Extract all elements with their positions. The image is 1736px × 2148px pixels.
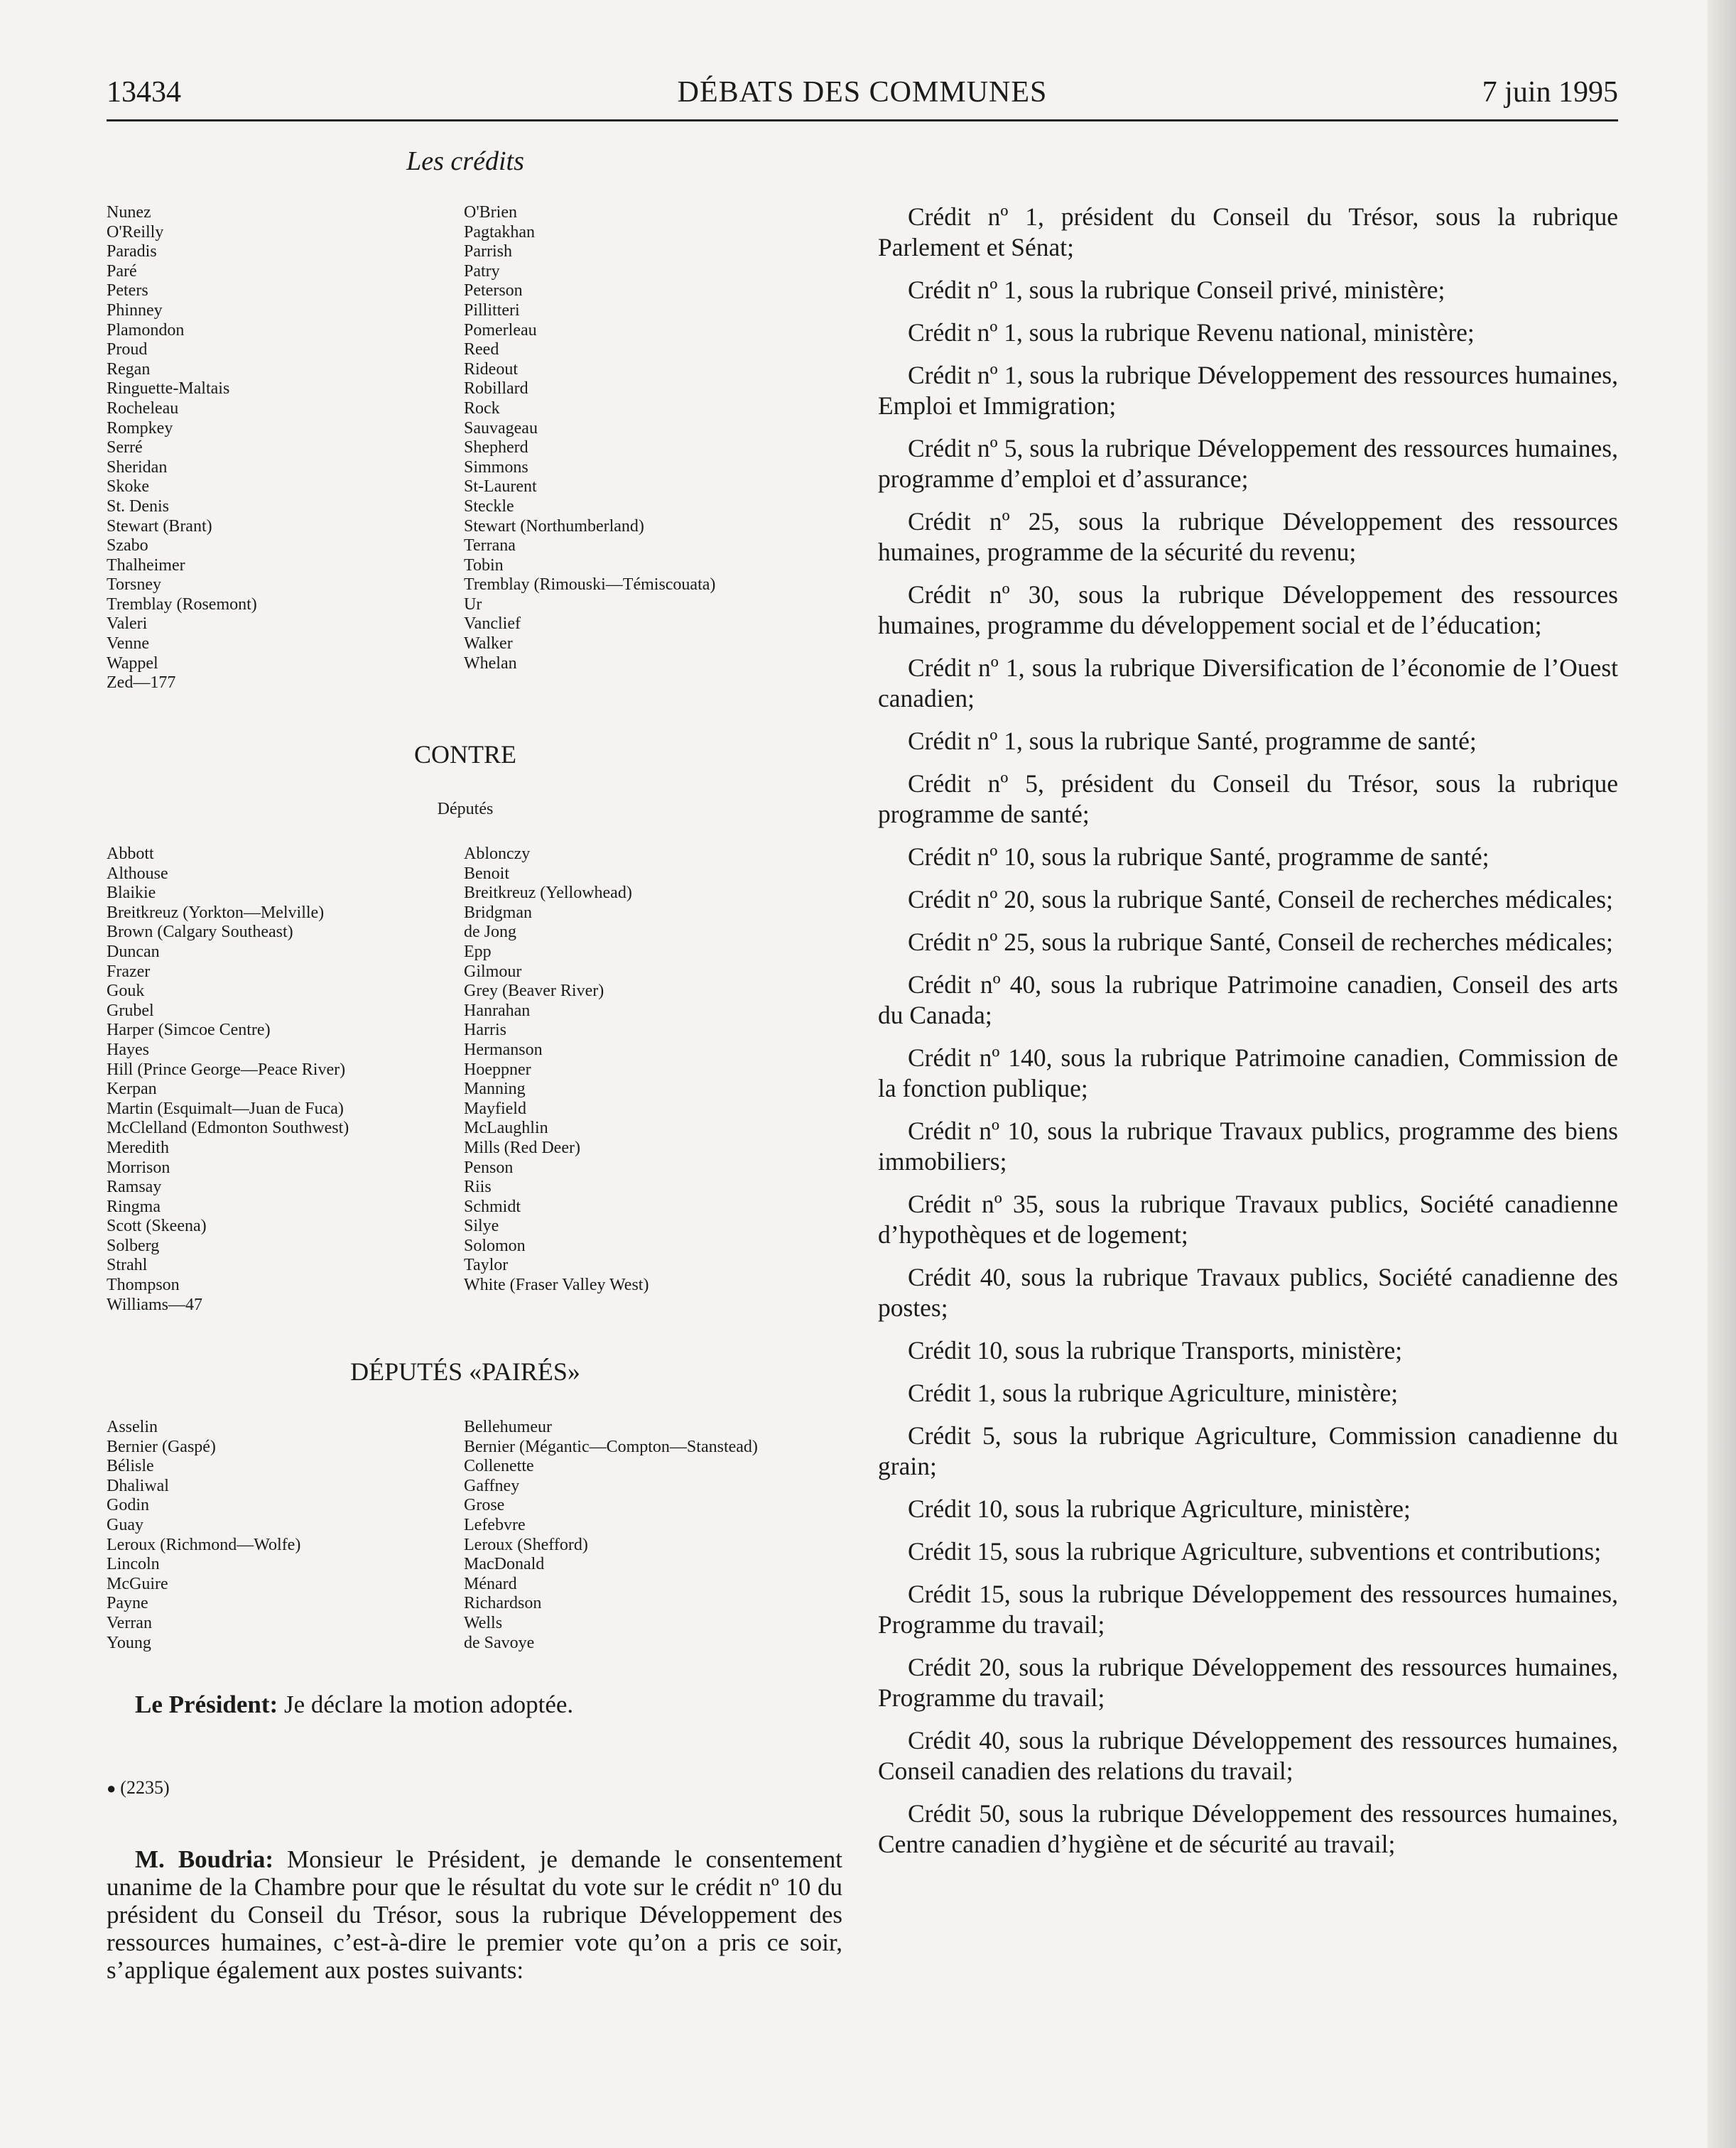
member-name: White (Fraser Valley West) (464, 1276, 649, 1295)
member-name: Wappel (107, 653, 158, 673)
member-name: Hoeppner (464, 1060, 531, 1079)
member-name: Lincoln (107, 1555, 160, 1574)
member-name: Grose (464, 1496, 505, 1515)
member-name: Tremblay (Rosemont) (107, 595, 257, 614)
paires-list-right (464, 1418, 758, 1653)
credit-item: Crédit nº 10, sous la rubrique Travaux publics, programme des biens immobiliers; (878, 1117, 1618, 1176)
member-name: Leroux (Shefford) (464, 1535, 588, 1554)
bullet-icon: ● (107, 1779, 116, 1797)
contre-subheading: Députés (437, 800, 494, 818)
member-name: Nunez (107, 203, 151, 222)
contre-list-right (464, 845, 649, 1296)
credit-item: Crédit nº 35, sous la rubrique Travaux publics, Société canadienne d’hypothèques et de logement; (878, 1190, 1618, 1249)
pour-list-left (107, 203, 257, 693)
member-name: Breitkreuz (Yellowhead) (464, 884, 632, 903)
member-name: Duncan (107, 942, 160, 961)
member-name: Robillard (464, 379, 528, 398)
president-statement (107, 1691, 842, 1718)
credit-item: Crédit nº 25, sous la rubrique Santé, Conseil de recherches médicales; (908, 928, 1613, 956)
credit-item: Crédit 20, sous la rubrique Développement des ressources humaines, Programme du travail; (878, 1653, 1618, 1712)
member-name: Morrison (107, 1158, 170, 1177)
member-name: Stewart (Brant) (107, 516, 212, 536)
page-edge-shadow (1708, 0, 1736, 2148)
member-name: Dhaliwal (107, 1476, 169, 1495)
member-name: de Savoye (464, 1633, 535, 1652)
timestamp (107, 1777, 170, 1799)
member-name: Blaikie (107, 884, 156, 903)
member-name: Ablonczy (464, 845, 531, 863)
member-name: McLaughlin (464, 1119, 548, 1138)
member-name: Riis (464, 1178, 492, 1197)
page-number: 13434 (107, 76, 181, 109)
member-name: Sheridan (107, 457, 168, 477)
member-name: Pagtakhan (464, 222, 535, 242)
contre-list-left (107, 845, 349, 1315)
member-name: Thalheimer (107, 555, 185, 575)
member-name: Serré (107, 438, 143, 457)
member-name: Silye (464, 1217, 499, 1236)
member-name: Meredith (107, 1138, 169, 1157)
member-name: Taylor (464, 1256, 509, 1275)
member-name: Collenette (464, 1457, 534, 1476)
credit-item: Crédit nº 20, sous la rubrique Santé, Conseil de recherches médicales; (908, 885, 1613, 913)
credit-item: Crédit 5, sous la rubrique Agriculture, Commission canadienne du grain; (878, 1421, 1618, 1480)
member-name: Gilmour (464, 962, 522, 981)
member-name: Benoit (464, 864, 509, 883)
member-name: Sauvageau (464, 418, 538, 438)
member-name: Scott (Skeena) (107, 1217, 207, 1236)
member-name: Hill (Prince George—Peace River) (107, 1060, 346, 1079)
member-name: Reed (464, 340, 499, 359)
credit-item: Crédit 50, sous la rubrique Développement des ressources humaines, Centre canadien d’hygiène et de sécurité au travail; (878, 1799, 1618, 1858)
credit-item: Crédit nº 5, sous la rubrique Développement des ressources humaines, programme d’emploi et d’assurance; (878, 434, 1618, 493)
member-name: Hermanson (464, 1040, 543, 1059)
member-name: McClelland (Edmonton Southwest) (107, 1119, 349, 1138)
member-name: Thompson (107, 1276, 180, 1295)
credits-list (878, 202, 1618, 1872)
member-name: Rideout (464, 359, 518, 379)
member-name: Godin (107, 1496, 149, 1515)
credit-item: Crédit nº 140, sous la rubrique Patrimoine canadien, Commission de la fonction publique; (878, 1043, 1618, 1102)
member-name: Parrish (464, 242, 512, 261)
member-name: St-Laurent (464, 477, 537, 497)
speaker-president: Le Président: (135, 1691, 278, 1718)
member-name: MacDonald (464, 1555, 545, 1574)
member-name: Grey (Beaver River) (464, 982, 604, 1001)
boudria-text: Monsieur le Président, je demande le consentement unanime de la Chambre pour que le résultat du vote sur le crédit nº 10 du président du Conseil du Trésor, sous la rubrique Développement des ressources humaines, c’est-à-dire le premier vote qu’on a pris ce soir, s’applique également aux postes suivants: (107, 1845, 842, 1984)
credit-item: Crédit nº 1, sous la rubrique Revenu national, ministère; (908, 318, 1475, 347)
speaker-boudria: M. Boudria: (135, 1845, 274, 1873)
member-name: Bernier (Gaspé) (107, 1437, 216, 1456)
member-name: Solberg (107, 1236, 160, 1255)
credit-item: Crédit 10, sous la rubrique Agriculture, ministère; (908, 1495, 1411, 1523)
credit-item: Crédit nº 1, sous la rubrique Développement des ressources humaines, Emploi et Immigration; (878, 361, 1618, 420)
credit-item: Crédit 10, sous la rubrique Transports, ministère; (908, 1336, 1403, 1365)
member-name: Proud (107, 340, 148, 359)
member-name: Manning (464, 1080, 526, 1099)
member-name: Althouse (107, 864, 168, 883)
member-name: Mayfield (464, 1099, 526, 1118)
member-name: Frazer (107, 962, 151, 981)
member-name: Gouk (107, 982, 145, 1001)
member-name: Vanclief (464, 614, 521, 634)
member-name: Whelan (464, 653, 517, 673)
pour-list-right (464, 203, 715, 673)
member-name: Terrana (464, 536, 516, 555)
member-name: Richardson (464, 1594, 542, 1613)
member-name: Bélisle (107, 1457, 154, 1476)
member-name: Kerpan (107, 1080, 157, 1099)
member-name: Solomon (464, 1236, 526, 1255)
member-name: Szabo (107, 536, 148, 555)
member-name: Stewart (Northumberland) (464, 516, 644, 536)
paires-list-left (107, 1418, 300, 1653)
member-name: Paré (107, 261, 137, 281)
member-name: Strahl (107, 1256, 148, 1275)
member-name: Young (107, 1633, 151, 1652)
member-name: Steckle (464, 497, 514, 516)
member-name: Simmons (464, 457, 528, 477)
paires-heading: DÉPUTÉS «PAIRÉS» (350, 1357, 580, 1386)
member-name: Pillitteri (464, 300, 520, 320)
member-name: Leroux (Richmond—Wolfe) (107, 1535, 301, 1554)
member-name: Brown (Calgary Southeast) (107, 923, 293, 942)
member-name: Tremblay (Rimouski—Témiscouata) (464, 575, 716, 595)
member-name: St. Denis (107, 497, 170, 516)
member-name: Gaffney (464, 1476, 520, 1495)
credit-item: Crédit nº 1, sous la rubrique Santé, programme de santé; (908, 727, 1477, 755)
member-name: Paradis (107, 242, 157, 261)
contre-heading: CONTRE (414, 740, 516, 769)
member-name: Ringuette-Maltais (107, 379, 230, 398)
member-name: Walker (464, 634, 513, 653)
member-name: Guay (107, 1515, 143, 1534)
page-header (107, 70, 1618, 121)
member-name: Pomerleau (464, 320, 537, 340)
member-name: Penson (464, 1158, 514, 1177)
member-name: Harris (464, 1021, 506, 1040)
member-name: O'Reilly (107, 222, 164, 242)
member-name: Venne (107, 634, 149, 653)
member-name: McGuire (107, 1574, 168, 1593)
credit-item: Crédit 15, sous la rubrique Développement des ressources humaines, Programme du travail; (878, 1580, 1618, 1639)
member-name: Peterson (464, 281, 523, 300)
member-name: Bernier (Mégantic—Compton—Stanstead) (464, 1437, 758, 1456)
member-name: Breitkreuz (Yorkton—Melville) (107, 903, 325, 922)
member-name: Regan (107, 359, 151, 379)
member-name: Rompkey (107, 418, 173, 438)
credit-item: Crédit nº 40, sous la rubrique Patrimoine canadien, Conseil des arts du Canada; (878, 970, 1618, 1029)
credit-item: Crédit nº 1, président du Conseil du Trésor, sous la rubrique Parlement et Sénat; (878, 202, 1618, 261)
member-name: Rocheleau (107, 398, 179, 418)
member-name: Rock (464, 398, 500, 418)
credit-item: Crédit nº 5, président du Conseil du Trésor, sous la rubrique programme de santé; (878, 769, 1618, 828)
member-name: Patry (464, 261, 500, 281)
credit-item: Crédit 15, sous la rubrique Agriculture, subventions et contributions; (908, 1537, 1602, 1566)
member-name: Harper (Simcoe Centre) (107, 1021, 271, 1040)
timestamp-text: (2235) (120, 1777, 170, 1798)
member-name: Bellehumeur (464, 1418, 552, 1436)
credit-item: Crédit 40, sous la rubrique Travaux publics, Société canadienne des postes; (878, 1263, 1618, 1322)
member-name: Hayes (107, 1040, 149, 1059)
member-name: Shepherd (464, 438, 528, 457)
member-name: Grubel (107, 1001, 154, 1020)
member-name: Plamondon (107, 320, 185, 340)
member-name: Skoke (107, 477, 149, 497)
member-name: Ur (464, 595, 482, 614)
member-name: Schmidt (464, 1197, 521, 1216)
credit-item: Crédit 1, sous la rubrique Agriculture, ministère; (908, 1379, 1399, 1407)
boudria-statement (107, 1845, 842, 1984)
member-name: Wells (464, 1613, 503, 1632)
section-heading-credits: Les crédits (406, 146, 524, 176)
member-name: Bridgman (464, 903, 532, 922)
member-name: Tobin (464, 555, 504, 575)
publication-title: DÉBATS DES COMMUNES (677, 76, 1048, 109)
credit-item: Crédit nº 1, sous la rubrique Diversification de l’économie de l’Ouest canadien; (878, 653, 1618, 712)
president-text: Je déclare la motion adoptée. (278, 1691, 574, 1718)
member-name: de Jong (464, 923, 516, 942)
credit-item: Crédit nº 10, sous la rubrique Santé, programme de santé; (908, 842, 1490, 871)
credit-item: Crédit nº 25, sous la rubrique Développement des ressources humaines, programme de la sécurité du revenu; (878, 507, 1618, 566)
publication-date: 7 juin 1995 (1482, 76, 1618, 109)
credit-item: Crédit nº 30, sous la rubrique Développement des ressources humaines, programme du développement social et de l’éducation; (878, 580, 1618, 639)
member-name: Epp (464, 942, 492, 961)
member-name: Williams—47 (107, 1295, 203, 1314)
member-name: O'Brien (464, 203, 517, 222)
member-name: Ramsay (107, 1178, 162, 1197)
member-name: Asselin (107, 1418, 158, 1436)
member-name: Mills (Red Deer) (464, 1138, 580, 1157)
member-name: Hanrahan (464, 1001, 531, 1020)
member-name: Phinney (107, 300, 163, 320)
member-name: Ménard (464, 1574, 517, 1593)
member-name: Peters (107, 281, 148, 300)
credit-item: Crédit 40, sous la rubrique Développement des ressources humaines, Conseil canadien des relations du travail; (878, 1726, 1618, 1785)
member-name: Verran (107, 1613, 152, 1632)
member-name: Zed—177 (107, 673, 176, 693)
member-name: Torsney (107, 575, 161, 595)
member-name: Lefebvre (464, 1515, 526, 1534)
member-name: Martin (Esquimalt—Juan de Fuca) (107, 1099, 344, 1118)
member-name: Payne (107, 1594, 148, 1613)
member-name: Abbott (107, 845, 154, 863)
member-name: Ringma (107, 1197, 161, 1216)
member-name: Valeri (107, 614, 148, 634)
credit-item: Crédit nº 1, sous la rubrique Conseil privé, ministère; (908, 276, 1445, 304)
